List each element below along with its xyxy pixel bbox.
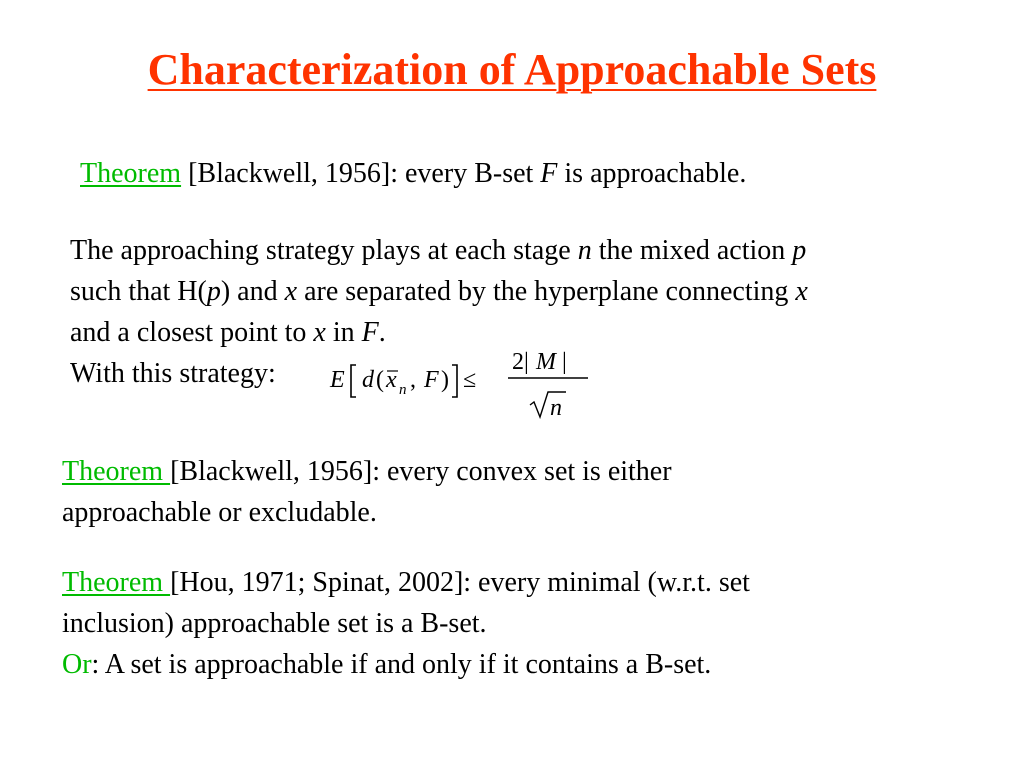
formula-lparen: ( xyxy=(376,367,384,393)
var-p: p xyxy=(206,276,221,307)
formula-M: M xyxy=(536,349,556,375)
formula-d: d xyxy=(362,367,374,393)
formula-leq: ≤ xyxy=(463,367,477,393)
theorem-minimal-line-1 xyxy=(62,562,750,603)
formula-comma: , xyxy=(410,367,416,393)
text: ) and xyxy=(220,276,285,307)
text: are separated by the hyperplane connecting xyxy=(297,276,796,307)
formula-x: x xyxy=(386,367,397,393)
formula-right-bracket xyxy=(452,365,457,397)
text: [Blackwell, 1956]: every convex set is either xyxy=(170,456,672,487)
var-n: n xyxy=(577,235,592,266)
formula-sub-n: n xyxy=(399,382,407,398)
var-F: F xyxy=(361,317,379,348)
formula-left-bracket xyxy=(351,365,356,397)
formula-numerator: 2| xyxy=(512,349,529,375)
var-x: x xyxy=(284,276,298,307)
text: and a closest point to xyxy=(70,317,314,348)
bound-formula xyxy=(324,345,594,425)
formula-denominator-n: n xyxy=(550,395,562,421)
theorem-keyword: Theorem xyxy=(62,456,171,487)
text: the mixed action xyxy=(591,235,793,266)
theorem-convex-line-2: approachable or excludable. xyxy=(62,497,377,528)
strategy-line-1 xyxy=(70,230,806,271)
text: [Hou, 1971; Spinat, 2002]: every minimal (w.r.t. set xyxy=(170,567,750,598)
or-keyword: Or xyxy=(62,649,92,680)
theorem-text: [Blackwell, 1956]: every B-set xyxy=(181,158,541,189)
text: : A set is approachable if and only if it contains a B-set. xyxy=(91,649,712,680)
formula-E: E xyxy=(330,367,345,393)
text: such that H( xyxy=(70,276,207,307)
formula-rparen: ) xyxy=(441,367,449,393)
var-p: p xyxy=(792,235,807,266)
theorem-blackwell-bset xyxy=(80,153,746,194)
formula-F: F xyxy=(424,367,439,393)
theorem-keyword: Theorem xyxy=(62,567,171,598)
text: The approaching strategy plays at each stage xyxy=(70,235,578,266)
strategy-with: With this strategy: xyxy=(70,358,276,389)
var-x: x xyxy=(313,317,326,348)
var-x: x xyxy=(795,276,808,307)
formula-abs-bar: | xyxy=(562,349,567,375)
text: in xyxy=(325,317,362,348)
theorem-minimal-line-2: inclusion) approachable set is a B-set. xyxy=(62,608,487,639)
theorem-or-line xyxy=(62,644,711,685)
theorem-convex-line-1 xyxy=(62,451,672,492)
text: . xyxy=(378,317,386,348)
theorem-keyword: Theorem xyxy=(80,158,182,189)
theorem-var-F: F xyxy=(540,158,558,189)
theorem-text-end: is approachable. xyxy=(557,158,747,189)
slide-title: Characterization of Approachable Sets xyxy=(147,45,877,94)
strategy-line-2 xyxy=(70,271,808,312)
